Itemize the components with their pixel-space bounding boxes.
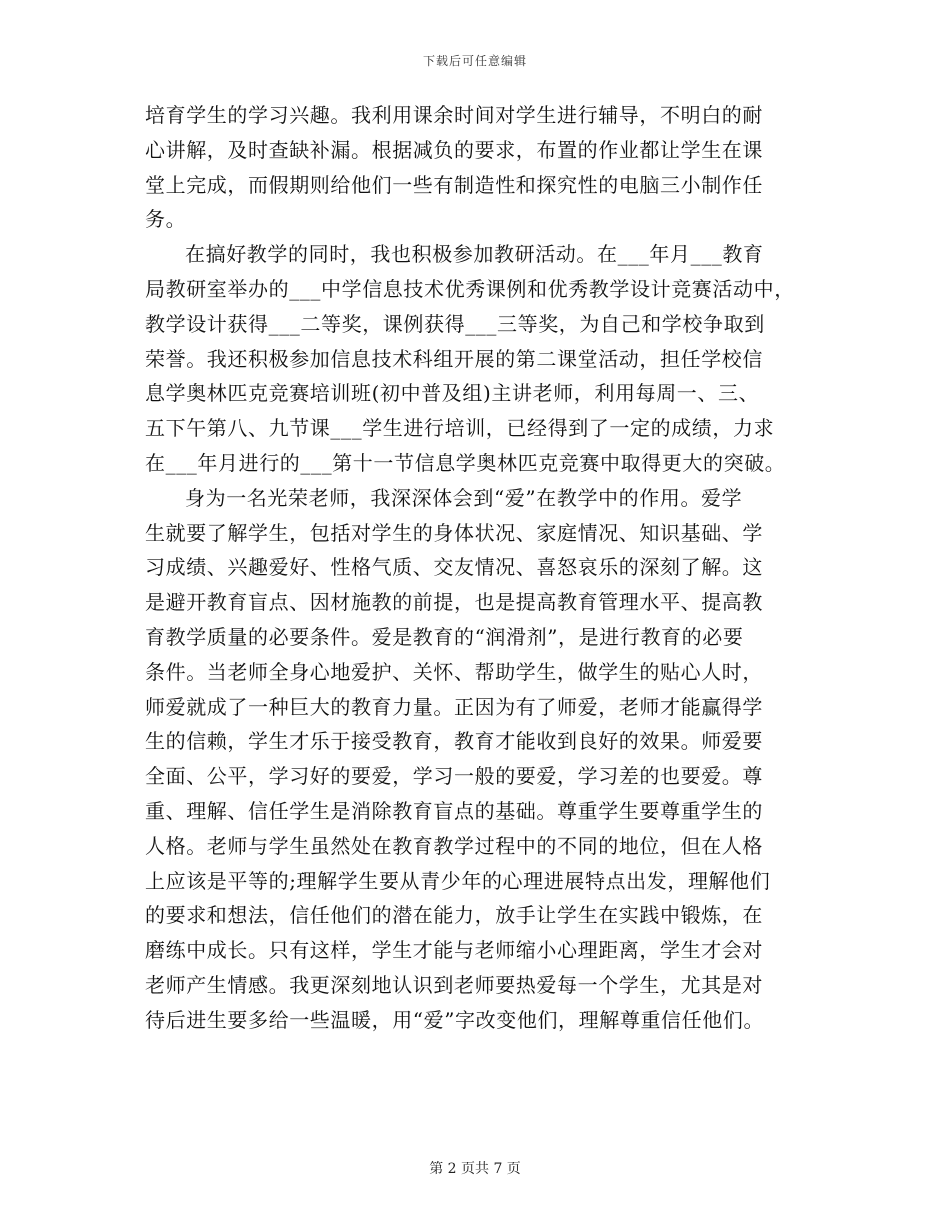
text-line: 生的信赖，学生才乐于接受教育，教育才能收到良好的效果。师爱要	[145, 729, 763, 754]
text-line: 重、理解、信任学生是消除教育盲点的基础。尊重学生要尊重学生的	[145, 798, 763, 823]
text-line: 教学设计获得___二等奖，课例获得___三等奖，为自己和学校争取到	[145, 311, 765, 336]
page-header: 下载后可任意编辑	[422, 54, 527, 68]
text-line: 人格。老师与学生虽然处在教育教学过程中的不同的地位，但在人格	[145, 833, 763, 858]
text-line: 待后进生要多给一些温暖，用“爱”字改变他们，理解尊重信任他们。	[145, 1007, 765, 1032]
text-line: 培育学生的学习兴趣。我利用课余时间对学生进行辅导，不明白的耐	[145, 103, 763, 127]
text-line: 在___年月进行的___第十一节信息学奥林匹克竞赛中取得更大的突破。	[145, 450, 786, 475]
text-line: 的要求和想法，信任他们的潜在能力，放手让学生在实践中锻炼，在	[145, 903, 763, 928]
text-line: 习成绩、兴趣爱好、性格气质、交友情况、喜怒哀乐的深刻了解。这	[145, 555, 763, 580]
text-line: 堂上完成，而假期则给他们一些有制造性和探究性的电脑三小制作任	[145, 172, 763, 197]
text-line: 局教研室举办的___中学信息技术优秀课例和优秀教学设计竞赛活动中，	[145, 276, 795, 301]
page-number-footer: 第 2 页共 7 页	[429, 1161, 521, 1177]
paragraph-start-line: 身为一名光荣老师，我深深体会到“爱”在教学中的作用。爱学	[185, 485, 743, 510]
text-line: 条件。当老师全身心地爱护、关怀、帮助学生，做学生的贴心人时，	[145, 659, 763, 684]
text-line: 生就要了解学生，包括对学生的身体状况、家庭情况、知识基础、学	[145, 520, 763, 545]
text-line: 育教学质量的必要条件。爱是教育的“润滑剂”，是进行教育的必要	[145, 624, 744, 649]
text-line: 全面、公平，学习好的要爱，学习一般的要爱，学习差的也要爱。尊	[145, 764, 763, 789]
text-line: 务。	[145, 207, 187, 232]
text-line: 师爱就成了一种巨大的教育力量。正因为有了师爱，老师才能赢得学	[145, 694, 763, 719]
text-line: 五下午第八、九节课___学生进行培训，已经得到了一定的成绩，力求	[145, 416, 775, 441]
paragraph-start-line: 在搞好教学的同时，我也积极参加教研活动。在___年月___教育	[185, 242, 764, 267]
text-line: 是避开教育盲点、因材施教的前提，也是提高教育管理水平、提高教	[145, 590, 763, 615]
text-line: 荣誉。我还积极参加信息技术科组开展的第二课堂活动，担任学校信	[145, 346, 763, 371]
text-line: 磨练中成长。只有这样，学生才能与老师缩小心理距离，学生才会对	[145, 938, 763, 963]
text-line: 上应该是平等的;理解学生要从青少年的心理进展特点出发，理解他们	[145, 868, 771, 893]
text-line: 息学奥林匹克竞赛培训班(初中普及组)主讲老师，利用每周一、三、	[145, 381, 760, 406]
text-line: 老师产生情感。我更深刻地认识到老师要热爱每一个学生，尤其是对	[145, 972, 763, 997]
text-line: 心讲解，及时查缺补漏。根据减负的要求，布置的作业都让学生在课	[145, 137, 763, 162]
document-body	[145, 98, 810, 1038]
